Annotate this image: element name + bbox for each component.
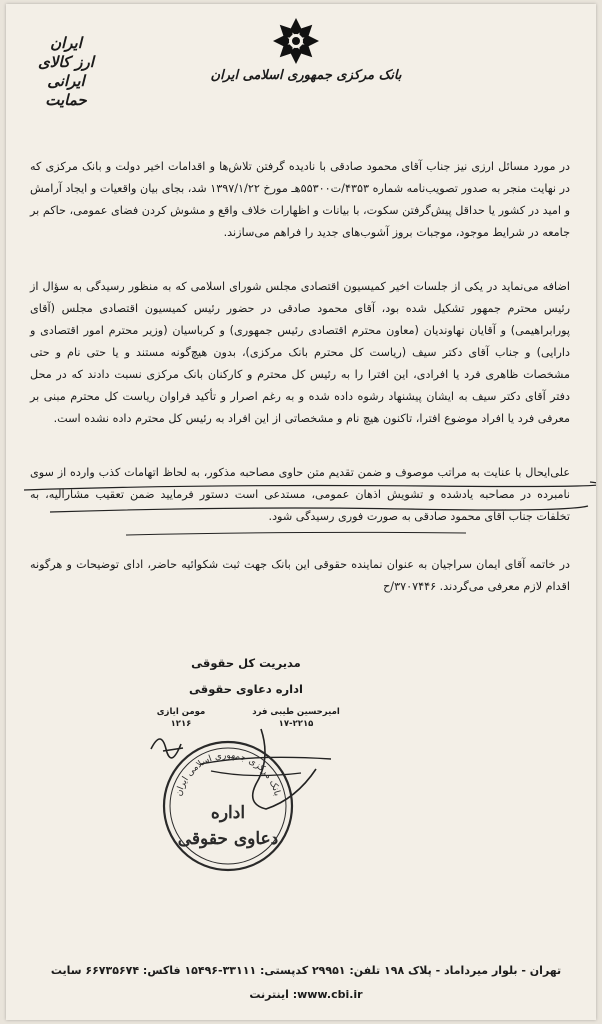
signature-title: مدیریت کل حقوقی	[191, 656, 301, 670]
signatory-code: ۱۷-۲۲۱۵	[278, 719, 314, 729]
stamp-inner-line: اداره	[210, 803, 246, 823]
paragraph-currency-issues: در مورد مسائل ارزی نیز جناب آقای محمود صادقی با نادیده گرفتن تلاش‌ها و اقدامات اخیر دولت و بانک مرکزی که در نهایت منجر به صدور تصویب‌نامه شماره ۴۳۵۳/ت۵۵۳۰۰هـ مورخ ۱۳۹۷/۱/۲۲ شد، بجای بیان واقعیات و ایجاد آرامش و امید در کشور یا حداقل پیش‌گرفتن سکوت، با بیانات و اظهارات خلاف واقع و مشوش کردن فضای عمومی، حاکم بر جامعه در شرایط موجود، موجبات بروز آشوب‌های جدید را فراهم می‌سازند.	[30, 160, 570, 239]
letter-page	[6, 4, 596, 1020]
paragraph-representative: در خاتمه آقای ایمان سراجیان به عنوان نماینده حقوقی این بانک جهت ثبت شکوائیه حاضر، ادای توضیحات و هرگونه اقدام لازم معرفی می‌گردند. ۳۷۰۷۴۴۶/ح	[30, 558, 570, 593]
underline-marks	[6, 4, 596, 1020]
signatory-name: مومن ایازی	[156, 707, 206, 717]
footer-address: تهران - بلوار میرداماد - پلاک ۱۹۸ تلفن: ۲۹۹۵۱ کدپستی: ۳۳۱۱۱-۱۵۴۹۶ فاکس: ۶۶۷۳۵۶۷۴ سایت	[50, 964, 562, 977]
signature-department: اداره دعاوی حقوقی	[189, 682, 303, 696]
signatory-name: امیرحسین طیبی فرد	[252, 707, 340, 717]
footer-website: www.cbi.ir: اینترنت	[249, 988, 363, 1001]
official-stamp	[158, 736, 298, 876]
paragraph-request: علی‌ایحال با عنایت به مراتب موصوف و ضمن تقدیم متن حاوی مصاحبه مذکور، به لحاظ اتهامات کذب وارده از سوی نامبرده در مصاحبه یادشده و تشویش اذهان عمومی، مستدعی است دستور فرمایید ضمن تعقیب مشارالیه، به تخلفات جناب آقای محمود صادقی به صورت فوری رسیدگی شود.	[30, 466, 570, 523]
motto-line: ایران	[50, 34, 82, 52]
bank-name: بانک مرکزی جمهوری اسلامی ایران	[210, 68, 402, 83]
svg-text:بانک مرکزی جمهوری اسلامی ایران	[174, 751, 282, 797]
paragraph-commission-meeting: اضافه می‌نماید در یکی از جلسات اخیر کمیسیون اقتصادی مجلس شورای اسلامی که به منظور رسیدگی به سؤال از رئیس محترم جمهور تشکیل شده بود، آقای محمود صادقی در حضور رئیس کمیسیون اقتصادی مجلس (آقای پورابراهیمی) و آقایان نهاوندیان (معاون محترم اقتصادی رئیس جمهوری) و کرباسیان (وزیر محترم امور اقتصادی و دارایی) و جناب آقای دکتر سیف (ریاست کل محترم بانک مرکزی)، بدون هیچ‌گونه مستند و یا حتی نام و حتی مشخصات ظاهری فرد یا افرادی، این افترا را به رئیس کل محترم و کارکنان بانک مرکزی نسبت دادند که در محل دفتر آقای دکتر سیف به ایشان پیشنهاد رشوه داده شده و به رغم اصرار و تأکید فراوان ریاست کل محترم مبنی بر معرفی فرد یا افراد موضوع افترا، تاکنون هیچ نام و مشخصاتی از این افراد به رئیس کل محترم داده نشده است.	[30, 280, 570, 425]
stamp-inner-line: دعاوی حقوقی	[177, 829, 279, 849]
stamp-outer-text: بانک مرکزی جمهوری اسلامی ایران	[174, 750, 282, 798]
motto-line: ارز کالای	[38, 53, 94, 71]
signatory-code: ۱۲۱۶	[170, 719, 192, 729]
motto-line: ایرانی حمایت	[45, 72, 87, 109]
